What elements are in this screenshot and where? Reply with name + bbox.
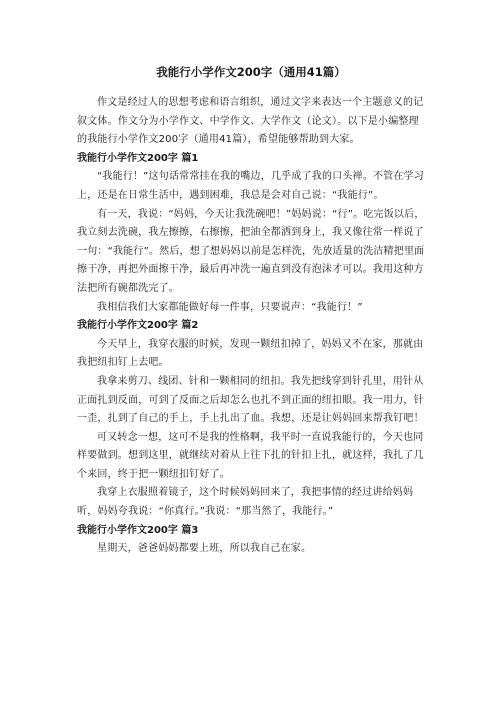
section-heading: 我能行小学作文200字 篇2 (77, 320, 199, 332)
body-paragraph: 可又转念一想，这可不是我的性格啊，我平时一直说我能行的，今天也同样要做到。想到这里，就继续对着从上往下扎的针扣上扎，就这样，我扎了几个来回，终于把一颗纽扣钉好了。 (77, 431, 424, 480)
body-paragraph: 我穿上衣服照着镜子，这个时候妈妈回来了，我把事情的经过讲给妈妈听，妈妈夸我说：“你真行。”我说：“那当然了，我能行。” (77, 487, 414, 518)
body-paragraph: 我相信我们大家都能做好每一件事，只要说声：“我能行！” (97, 301, 363, 313)
body-paragraph: 今天早上，我穿衣服的时候，发现一颗纽扣掉了，妈妈又不在家，那就由我把纽扣钉上去吧。 (77, 338, 424, 369)
body-paragraph: “我能行！”这句话常常挂在我的嘴边，几乎成了我的口头禅。不管在学习上，还是在日常生活中，遇到困难，我总是会对自己说：“我能行”。 (77, 171, 424, 201)
section-heading: 我能行小学作文200字 篇1 (77, 152, 199, 164)
intro-paragraph: 作文是经过人的思想考虑和语言组织，通过文字来表达一个主题意义的记叙文体。作文分为小学作文、中学作文、大学作文（论文）。以下是小编整理的我能行小学作文200字（通用41篇），希望能够帮助到大家。 (77, 97, 424, 146)
document-title: 我能行小学作文200字（通用41篇） (156, 65, 346, 79)
body-paragraph: 有一天，我说：“妈妈，今天让我洗碗吧！”妈妈说：“行”。吃完饭以后，我立刻去洗碗，我左擦擦，右擦擦，把油全都洒到身上，我又像往常一样说了一句：“我能行”。然后，想了想妈妈以前是怎样洗，先放适量的洗洁精把里面擦干净，再把外面擦干净，最后再冲洗一遍直到没有泡沫才可以。我用这种方法把所有碗都洗完了。 (77, 208, 425, 294)
section-heading: 我能行小学作文200字 篇3 (77, 524, 199, 536)
body-paragraph: 星期天，爸爸妈妈都要上班，所以我自己在家。 (97, 543, 312, 555)
body-paragraph: 我拿来剪刀、线团、针和一颗相同的纽扣。我先把线穿到针孔里，用针从正面扎到反面，可到了反面之后却怎么也扎不到正面的纽扣眼。我一用力，针一歪，扎到了自己的手上，手上扎出了血。我想，还是让妈妈回来帮我钉吧！ (77, 375, 424, 425)
